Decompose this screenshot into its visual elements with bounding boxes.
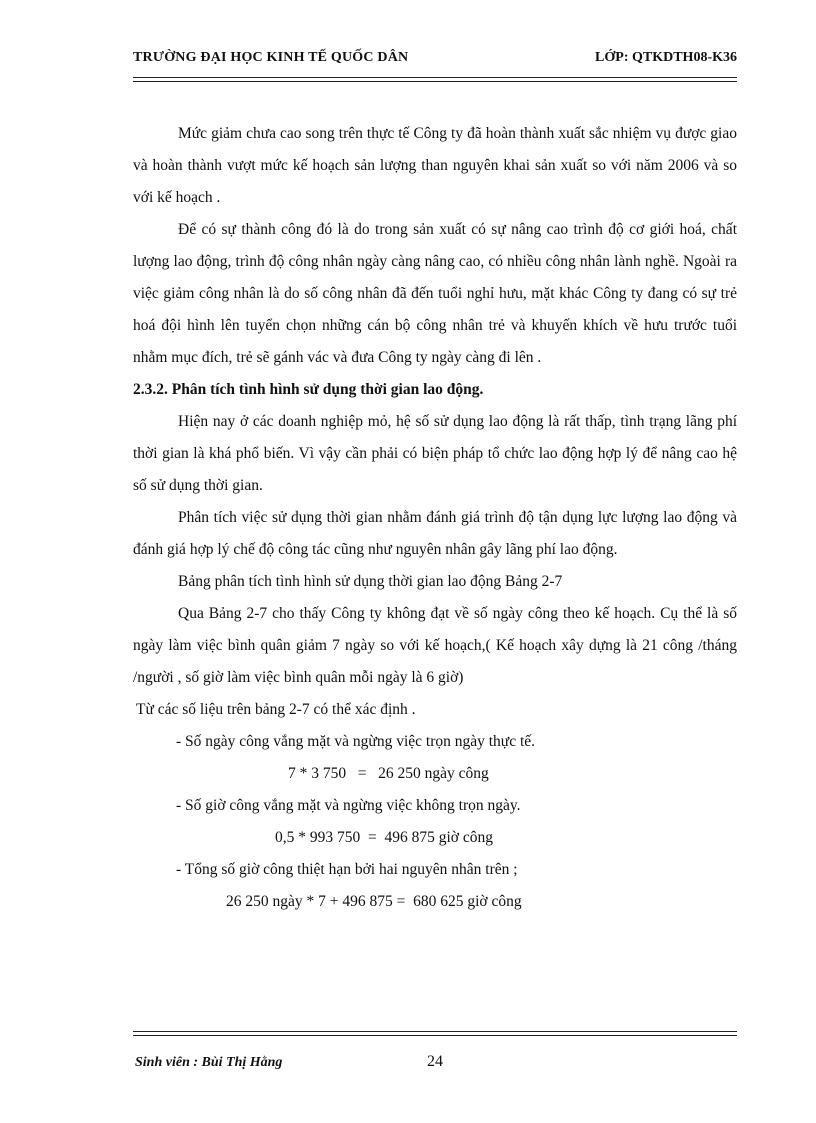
paragraph-3: Hiện nay ở các doanh nghiệp mỏ, hệ số sử dụng lao động là rất thấp, tình trạng lãng phí thời gian là khá phổ biến. Vì vậy cần phải có biện pháp tổ chức lao động hợp lý để nâng cao hệ số sử dụng thời gian. <box>133 413 737 494</box>
calculation-2: 0,5 * 993 750 = 496 875 giờ công <box>275 829 493 846</box>
page-header <box>133 50 737 72</box>
calculation-3: 26 250 ngày * 7 + 496 875 = 680 625 giờ công <box>226 893 522 910</box>
school-name: TRƯỜNG ĐẠI HỌC KINH TẾ QUỐC DÂN <box>133 50 409 65</box>
paragraph-1: Mức giảm chưa cao song trên thực tế Công ty đã hoàn thành xuất sắc nhiệm vụ được giao và hoàn thành vượt mức kế hoạch sản lượng than nguyên khai sản xuất so với năm 2006 và so với kế hoạch . <box>133 125 737 206</box>
footer-rule-top <box>133 1031 737 1032</box>
list-item-2: - Số giờ công vắng mặt và ngừng việc không trọn ngày. <box>176 797 521 814</box>
paragraph-4: Phân tích việc sử dụng thời gian nhằm đánh giá trình độ tận dụng lực lượng lao động và đánh giá hợp lý chế độ công tác cũng như nguyên nhân gây lãng phí lao động. <box>133 509 737 558</box>
section-heading: 2.3.2. Phân tích tình hình sử dụng thời gian lao động. <box>133 381 484 398</box>
calculation-1: 7 * 3 750 = 26 250 ngày công <box>288 765 489 782</box>
page-footer <box>135 1055 737 1077</box>
list-item-3: - Tổng số giờ công thiệt hạn bởi hai nguyên nhân trên ; <box>176 861 518 878</box>
list-item-1: - Số ngày công vắng mặt và ngừng việc trọn ngày thực tế. <box>176 733 536 750</box>
student-name: Sinh viên : Bùi Thị Hằng <box>135 1055 283 1070</box>
page-body <box>133 118 737 918</box>
page-number: 24 <box>427 1053 443 1070</box>
header-rule-top <box>133 77 737 78</box>
class-code: LỚP: QTKDTH08-K36 <box>595 50 737 65</box>
header-rule-bottom <box>133 81 737 82</box>
footer-rule-bottom <box>133 1035 737 1036</box>
paragraph-5: Bảng phân tích tình hình sử dụng thời gian lao động Bảng 2-7 <box>178 573 563 590</box>
paragraph-2: Để có sự thành công đó là do trong sản xuất có sự nâng cao trình độ cơ giới hoá, chất lượng lao động, trình độ công nhân ngày càng nâng cao, có nhiều công nhân lành nghề. Ngoài ra việc giảm công nhân là do số công nhân đã đến tuổi nghỉ hưu, mặt khác Công ty đang có sự trẻ hoá đội hình lên tuyển chọn những cán bộ công nhân trẻ và khuyến khích về hưu trước tuổi nhằm mục đích, trẻ sẽ gánh vác và đưa Công ty ngày càng đi lên . <box>133 221 737 366</box>
paragraph-7: Từ các số liệu trên bảng 2-7 có thể xác định . <box>136 701 416 718</box>
paragraph-6: Qua Bảng 2-7 cho thấy Công ty không đạt về số ngày công theo kế hoạch. Cụ thể là số ngày làm việc bình quân giảm 7 ngày so với kế hoạch,( Kế hoạch xây dựng là 21 công /tháng /người , số giờ làm việc bình quân mỗi ngày là 6 giờ) <box>133 605 737 686</box>
